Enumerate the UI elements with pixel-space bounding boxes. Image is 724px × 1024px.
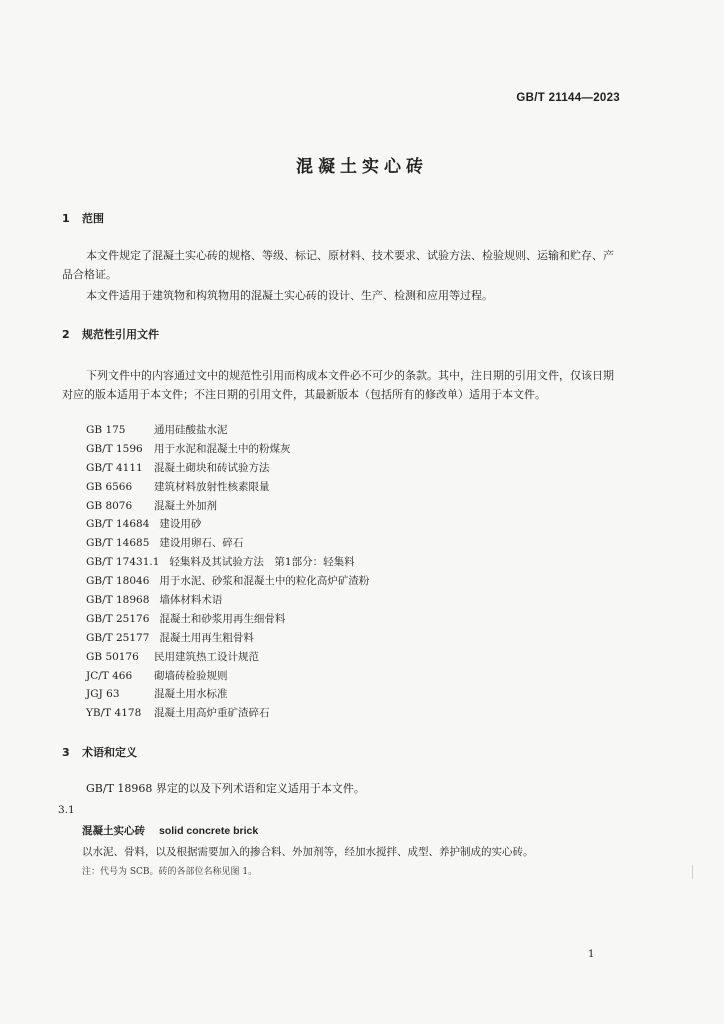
reference-title: 建设用砂 <box>159 518 202 531</box>
reference-item <box>86 479 369 498</box>
reference-item <box>86 441 369 460</box>
reference-item <box>86 422 369 441</box>
reference-title: 砌墙砖检验规则 <box>154 669 228 682</box>
reference-code: GB/T 25177 <box>86 631 150 644</box>
normative-intro: 下列文件中的内容通过文中的规范性引用而构成本文件必不可少的条款。其中，注日期的引用文件，仅该日期对应的版本适用于本文件；不注日期的引用文件，其最新版本（包括所有的修改单）适用于本文件。 <box>62 369 614 401</box>
reference-code: GB/T 25176 <box>86 612 150 625</box>
reference-item <box>86 592 369 611</box>
term-english: solid concrete brick <box>159 825 259 837</box>
reference-item <box>86 554 369 573</box>
reference-item <box>86 516 369 535</box>
reference-item <box>86 460 369 479</box>
term-entry <box>82 823 258 838</box>
section-number: 1 <box>62 212 70 225</box>
reference-code: JGJ 63 <box>86 688 120 701</box>
term-chinese: 混凝土实心砖 <box>82 825 145 837</box>
page-number: 1 <box>588 949 595 960</box>
reference-title: 混凝土和砂浆用再生细骨料 <box>159 612 286 625</box>
section-title: 范围 <box>82 212 104 225</box>
reference-title: 混凝土用再生粗骨料 <box>159 631 254 644</box>
reference-item <box>86 630 369 649</box>
reference-code: GB 175 <box>86 424 126 436</box>
term-note: 注：代号为 SCB。砖的各部位名称见图 1。 <box>82 867 258 877</box>
reference-title: 混凝土外加剂 <box>154 499 217 512</box>
reference-code: GB/T 14685 <box>86 537 150 550</box>
scope-paragraph-2: 本文件适用于建筑物和构筑物用的混凝土实心砖的设计、生产、检测和应用等过程。 <box>86 289 493 302</box>
reference-list <box>86 422 369 724</box>
reference-code: GB/T 18968 <box>86 594 150 607</box>
reference-item <box>86 573 369 592</box>
reference-title: 用于水泥和混凝土中的粉煤灰 <box>154 442 291 455</box>
reference-code: GB/T 4111 <box>86 461 143 474</box>
reference-title: 墙体材料术语 <box>159 594 223 607</box>
reference-code: GB/T 14684 <box>86 518 150 531</box>
reference-code: GB 8076 <box>86 499 133 512</box>
reference-code: GB/T 1596 <box>86 442 143 455</box>
reference-code: YB/T 4178 <box>86 707 142 720</box>
term-definition: 以水泥、骨料，以及根据需要加入的掺合料、外加剂等，经加水搅拌、成型、养护制成的实心砖。 <box>82 846 534 858</box>
reference-item <box>86 686 369 705</box>
reference-code: GB/T 17431.1 <box>86 556 160 569</box>
reference-title: 用于水泥、砂浆和混凝土中的粒化高炉矿渣粉 <box>159 575 370 588</box>
terms-intro: GB/T 18968 界定的以及下列术语和定义适用于本文件。 <box>86 782 365 795</box>
reference-item <box>86 498 369 517</box>
section-number: 2 <box>62 328 70 341</box>
reference-title: 混凝土用水标准 <box>154 688 228 701</box>
reference-code: JC/T 466 <box>86 669 133 682</box>
reference-item <box>86 649 369 668</box>
reference-title: 混凝土砌块和砖试验方法 <box>154 461 270 474</box>
section-heading-scope <box>62 210 104 226</box>
reference-item <box>86 705 369 724</box>
reference-code: GB/T 18046 <box>86 575 150 588</box>
reference-item <box>86 668 369 687</box>
section-number: 3 <box>62 746 70 759</box>
section-heading-terms <box>62 744 137 760</box>
reference-title: 轻集料及其试验方法 第1部分：轻集料 <box>169 556 355 569</box>
section-heading-normative-references <box>62 326 159 342</box>
section-title: 规范性引用文件 <box>82 328 159 341</box>
reference-code: GB 50176 <box>86 650 139 663</box>
reference-title: 混凝土用高炉重矿渣碎石 <box>154 707 270 720</box>
reference-title: 通用硅酸盐水泥 <box>154 424 228 436</box>
standard-code: GB/T 21144—2023 <box>516 92 620 104</box>
scan-edge-mark <box>692 865 693 879</box>
reference-item <box>86 535 369 554</box>
reference-title: 建设用卵石、碎石 <box>159 537 244 550</box>
reference-code: GB 6566 <box>86 480 133 493</box>
reference-title: 建筑材料放射性核素限量 <box>154 480 270 493</box>
clause-number: 3.1 <box>58 804 75 816</box>
reference-item <box>86 611 369 630</box>
scope-paragraph-1: 本文件规定了混凝土实心砖的规格、等级、标记、原材料、技术要求、试验方法、检验规则、运输和贮存、产品合格证。 <box>62 249 614 281</box>
document-title: 混凝土实心砖 <box>296 157 428 177</box>
reference-title: 民用建筑热工设计规范 <box>154 650 259 663</box>
section-title: 术语和定义 <box>82 746 137 759</box>
